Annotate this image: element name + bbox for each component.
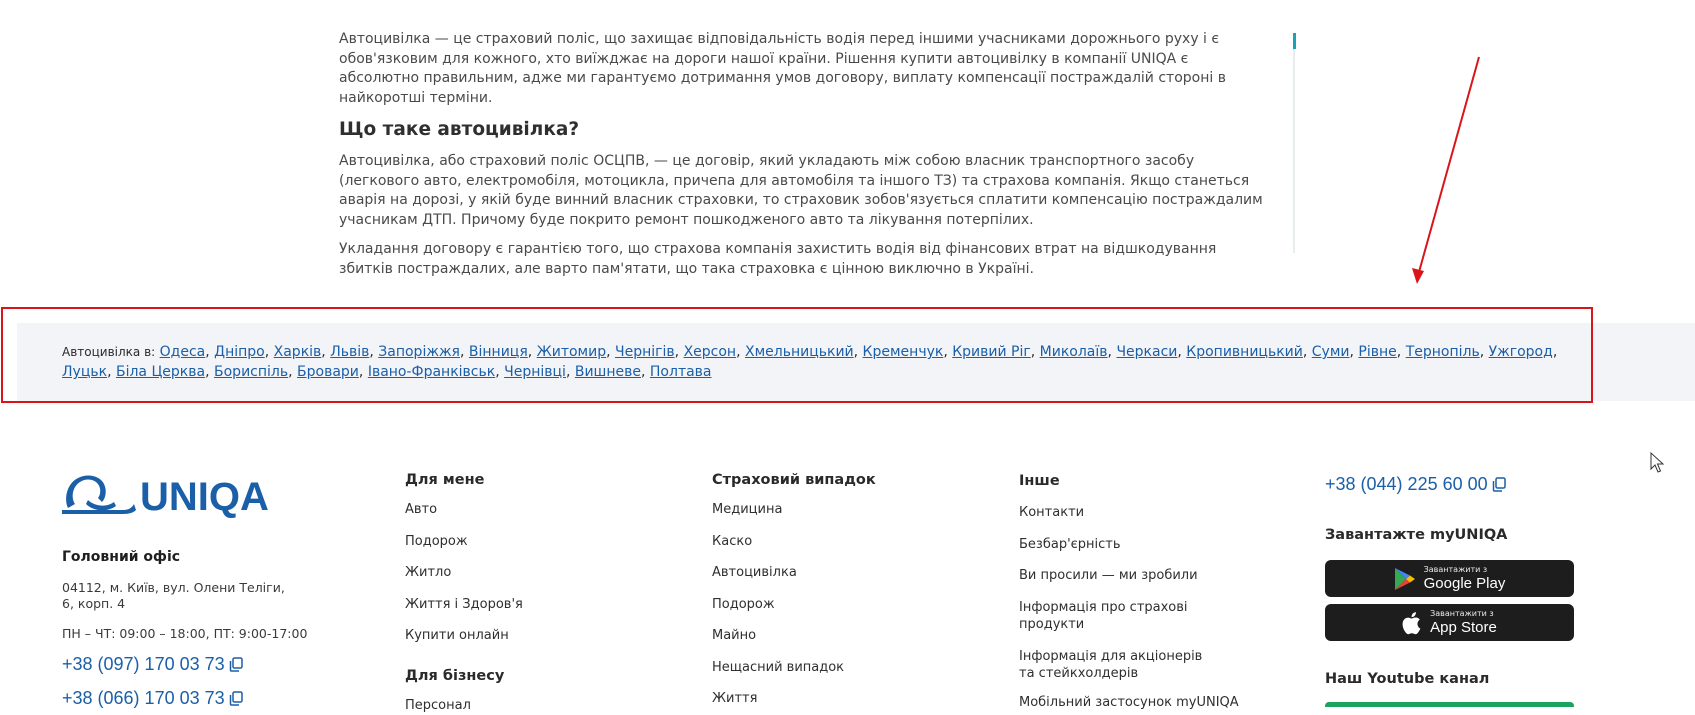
city-link[interactable]: Житомир [536,344,607,360]
city-link[interactable]: Тернопіль [1405,344,1480,360]
office-address: 04112, м. Київ, вул. Олени Теліги, 6, корп. 4 [62,580,285,611]
download-app-title: Завантажте myUNIQA [1325,527,1508,543]
footer-link[interactable]: Контакти [1019,505,1085,520]
city-separator: , [264,344,274,360]
footer-col-title-for-me: Для мене [405,472,485,488]
city-link[interactable]: Кропивницький [1186,344,1303,360]
article-intro: Автоцивілка — це страховий поліс, що захищає відповідальність водія перед іншими учасниками дорожнього руху і є обов'язковим для кожного, хто виїжджає на дороги нашої країни. Рішення купити автоцивілку в компанії UNIQA є абсолютно правильним, адже ми гарантуємо дотримання умов договору, виплату компенсації постраждалій стороні в найкоротші терміни. [339,31,1226,106]
city-link[interactable]: Черкаси [1116,344,1178,360]
footer-link[interactable]: Мобільний застосунок myUNIQA [1019,695,1239,710]
city-link[interactable]: Суми [1311,344,1350,360]
city-separator: , [459,344,469,360]
city-separator: , [527,344,537,360]
footer-link[interactable]: Подорож [405,534,468,549]
city-link[interactable]: Дніпро [214,344,265,360]
city-separator: , [606,344,616,360]
google-play-icon [1394,567,1416,591]
app-store-label: App Store [1430,619,1497,636]
footer-link[interactable]: Каско [712,534,753,549]
footer-link[interactable]: Ви просили — ми зробили [1019,568,1198,583]
footer-link[interactable]: Інформація для акціонерів та стейкхолдерів [1019,649,1203,681]
city-link[interactable]: Рівне [1358,344,1397,360]
footer-link[interactable]: Майно [712,628,757,643]
footer-link[interactable]: Персонал [405,698,471,713]
phone-number: +38 (097) 170 03 73 [62,654,225,674]
cities-links [62,342,1572,382]
city-link[interactable]: Полтава [649,364,712,380]
city-separator: , [1552,344,1558,360]
city-separator: , [674,344,684,360]
footer-link[interactable]: Подорож [712,597,775,612]
city-link[interactable]: Біла Церква [115,364,206,380]
city-link[interactable]: Херсон [683,344,737,360]
article-scrollbar-thumb[interactable] [1293,33,1296,49]
city-separator: , [943,344,953,360]
city-separator: , [205,364,215,380]
footer-link[interactable]: Безбар'єрність [1019,537,1121,552]
main-phone-link[interactable] [1325,474,1506,495]
phone-link[interactable] [62,654,243,675]
footer-col-title-other: Інше [1019,473,1060,489]
city-link[interactable]: Хмельницький [744,344,854,360]
city-link[interactable]: Чернівці [504,364,566,380]
youtube-button[interactable] [1325,702,1574,707]
uniqa-logo[interactable] [62,470,287,519]
city-link[interactable]: Вінниця [468,344,528,360]
article-heading: Що таке автоцивілка? [339,119,580,140]
city-link[interactable]: Бровари [297,364,359,380]
office-hours: ПН – ЧТ: 09:00 – 18:00, ПТ: 9:00-17:00 [62,626,308,641]
footer-link[interactable]: Життя [712,691,758,706]
city-separator: , [1177,344,1187,360]
city-separator: , [205,344,215,360]
city-link[interactable]: Харків [273,344,322,360]
article-paragraph: Автоцивілка, або страховий поліс ОСЦПВ, — це договір, який укладають між собою власник транспортного засобу (легкового авто, електромобіля, мотоцикла, причепа для автомобіля та іншого ТЗ) та страхова компанія. Якщо станеться аварія на дорозі, у якій буде винний власник страховки, то страховик зобов'язується сплатити компенсацію постраждалим учасникам ДТП. Причому буде покрито ремонт пошкодженого авто та лікування потерпілих. [339,153,1263,228]
city-link[interactable]: Вишневе [574,364,641,380]
google-play-small-label: Завантажити з [1423,565,1488,574]
city-separator: , [1479,344,1489,360]
footer-link[interactable]: Інформація про страхові продукти [1019,600,1188,632]
apple-icon [1402,611,1422,635]
footer-link[interactable]: Житло [405,565,452,580]
footer-list-business [405,698,471,713]
city-link[interactable]: Миколаїв [1039,344,1108,360]
app-store-button[interactable] [1325,604,1574,641]
footer-link[interactable]: Купити онлайн [405,628,509,643]
city-separator: , [107,364,116,380]
city-separator: , [565,364,575,380]
google-play-button[interactable] [1325,560,1574,597]
logo-text: UNIQA [140,475,269,519]
footer-link[interactable]: Медицина [712,502,783,517]
article-content [339,30,1269,277]
office-title: Головний офіс [62,549,181,565]
google-play-label: Google Play [1423,575,1506,592]
footer-list-other [1019,505,1239,715]
city-link[interactable]: Бориспіль [214,364,289,380]
city-link[interactable]: Луцьк [62,364,108,380]
phone-number: +38 (044) 225 60 00 [1325,474,1488,494]
city-separator: , [1396,344,1406,360]
city-link[interactable]: Кременчук [862,344,944,360]
youtube-title: Наш Youtube канал [1325,671,1490,687]
footer-link[interactable]: Авто [405,502,438,517]
city-separator: , [358,364,368,380]
city-link[interactable]: Івано-Франківськ [367,364,496,380]
city-separator: , [641,364,650,380]
footer-col-title-insurance-case: Страховий випадок [712,472,876,488]
city-link[interactable]: Запоріжжя [378,344,460,360]
copy-icon[interactable] [1492,477,1506,492]
cities-prefix: Автоцивілка в: [62,345,156,359]
footer-list-for-me [405,502,523,659]
phone-number: +38 (066) 170 03 73 [62,688,225,708]
city-separator: , [1030,344,1040,360]
copy-icon[interactable] [229,691,243,706]
city-separator: , [1349,344,1359,360]
city-link[interactable]: Ужгород [1488,344,1553,360]
city-link[interactable]: Чернігів [615,344,675,360]
footer-list-insurance-case [712,502,844,711]
city-link[interactable]: Одеса [159,344,206,360]
city-link[interactable]: Львів [330,344,370,360]
article-paragraph: Укладання договору є гарантією того, що страхова компанія захистить водія від фінансових втрат на відшкодування збитків постраждалих, але варто пам'ятати, що така страховка є цінною виключно в Україні. [339,241,1217,277]
city-separator: , [495,364,505,380]
footer-link[interactable]: Життя і Здоров'я [405,597,523,612]
city-link[interactable]: Кривий Ріг [952,344,1031,360]
phone-link[interactable] [62,688,243,709]
city-separator: , [853,344,863,360]
city-separator: , [1302,344,1312,360]
mouse-cursor-icon [1650,452,1664,474]
article-scrollbar-track[interactable] [1293,33,1295,253]
city-separator: , [288,364,298,380]
city-separator: , [1107,344,1117,360]
app-store-small-label: Завантажити з [1430,609,1494,618]
footer-link[interactable]: Автоцивілка [712,565,797,580]
city-separator: , [736,344,745,360]
footer-col-title-business: Для бізнесу [405,668,505,684]
footer-link[interactable]: Нещасний випадок [712,660,845,675]
copy-icon[interactable] [229,657,243,672]
city-separator: , [321,344,331,360]
city-separator: , [369,344,379,360]
